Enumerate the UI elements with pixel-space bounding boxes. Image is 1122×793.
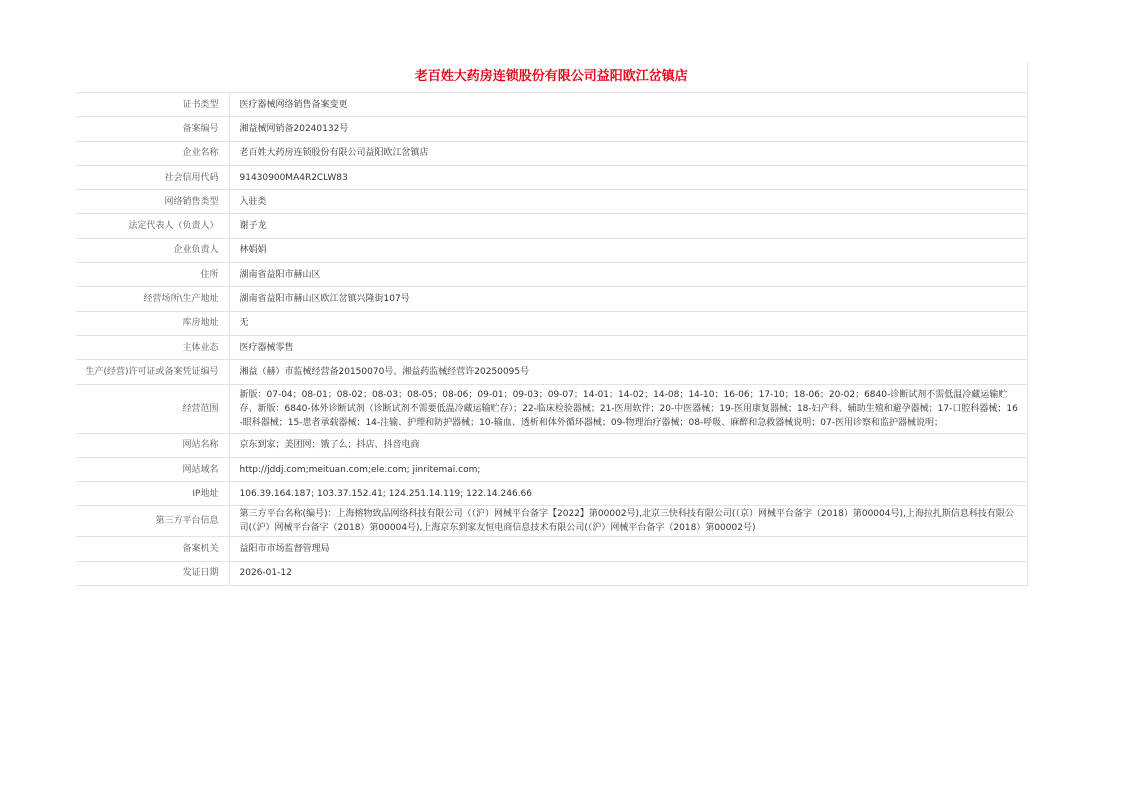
row-value: 91430900MA4R2CLW83 — [229, 165, 1027, 189]
table-row-license-number — [76, 360, 1027, 384]
table-row-business-scope — [76, 384, 1027, 433]
row-value: 入驻类 — [229, 190, 1027, 214]
row-label: 生产(经营)许可证或备案凭证编号 — [76, 360, 229, 384]
row-label: 发证日期 — [76, 561, 229, 585]
record-table — [76, 62, 1028, 586]
row-value: 益阳市市场监督管理局 — [229, 537, 1027, 561]
row-label: 社会信用代码 — [76, 165, 229, 189]
row-label: 证书类型 — [76, 93, 229, 117]
row-label: 网络销售类型 — [76, 190, 229, 214]
table-row-business-format — [76, 335, 1027, 359]
row-value: 医疗器械零售 — [229, 335, 1027, 359]
row-value: 湖南省益阳市赫山区欧江岔镇兴隆街107号 — [229, 287, 1027, 311]
table-row-company-name — [76, 141, 1027, 165]
row-value: 医疗器械网络销售备案变更 — [229, 93, 1027, 117]
table-row-business-address — [76, 287, 1027, 311]
row-label: 网站域名 — [76, 457, 229, 481]
table-row-credit-code — [76, 165, 1027, 189]
row-value: http://jddj.com;meituan.com;ele.com; jinritemai.com; — [229, 457, 1027, 481]
table-row-third-party-platform — [76, 506, 1027, 537]
row-value: 湖南省益阳市赫山区 — [229, 263, 1027, 287]
row-value: 106.39.164.187; 103.37.152.41; 124.251.14.119; 122.14.246.66 — [229, 482, 1027, 506]
row-value: 谢子龙 — [229, 214, 1027, 238]
row-value: 京东到家；美团网；饿了么；抖店、抖音电商 — [229, 433, 1027, 457]
row-value: 第三方平台名称(编号)：上海榕物致品网络科技有限公司（（沪）网械平台备字【2022】第00002号),北京三快科技有限公司(（京）网械平台备字（2018）第00004号),上海拉扎斯信息科技有限公司(（沪）网械平台备字（2018）第00004号),上海京东到家友恒电商信息技术有限公司(（沪）网械平台备字（2018）第00002号) — [229, 506, 1027, 537]
table-row-company-principal — [76, 238, 1027, 262]
row-value: 湘益械网销备20240132号 — [229, 117, 1027, 141]
row-label: 法定代表人（负责人） — [76, 214, 229, 238]
row-value: 2026-01-12 — [229, 561, 1027, 585]
row-label: 第三方平台信息 — [76, 506, 229, 537]
table-row-website-domain — [76, 457, 1027, 481]
row-label: 主体业态 — [76, 335, 229, 359]
row-value: 湘益（赫）市监械经营备20150070号、湘益药监械经营许20250095号 — [229, 360, 1027, 384]
row-label: 企业负责人 — [76, 238, 229, 262]
row-value: 无 — [229, 311, 1027, 335]
table-row-warehouse-address — [76, 311, 1027, 335]
page-title: 老百姓大药房连锁股份有限公司益阳欧江岔镇店 — [76, 62, 1027, 93]
row-label: 经营场所\生产地址 — [76, 287, 229, 311]
table-row-website-name — [76, 433, 1027, 457]
table-row-issue-date — [76, 561, 1027, 585]
row-label: 企业名称 — [76, 141, 229, 165]
table-row-residence — [76, 263, 1027, 287]
row-label: 网站名称 — [76, 433, 229, 457]
row-label: 库房地址 — [76, 311, 229, 335]
row-label: 经营范围 — [76, 384, 229, 433]
table-row-certificate-type — [76, 93, 1027, 117]
row-label: 住所 — [76, 263, 229, 287]
row-label: IP地址 — [76, 482, 229, 506]
record-sheet — [76, 62, 1027, 586]
row-label: 备案编号 — [76, 117, 229, 141]
title-row — [76, 62, 1027, 93]
row-value: 老百姓大药房连锁股份有限公司益阳欧江岔镇店 — [229, 141, 1027, 165]
row-value: 林娟娟 — [229, 238, 1027, 262]
row-value: 新版：07-04；08-01；08-02；08-03；08-05；08-06；09-01；09-03；09-07；14-01；14-02；14-08；14-10；16-06；17-10；18-06；20-02；6840-诊断试剂不需低温冷藏运输贮存、新版：6840-体外诊断试剂（诊断试剂不需要低温冷藏运输贮存）；22-临床检验器械；21-医用软件；20-中医器械；19-医用康复器械；18-妇产科、辅助生殖和避孕器械；17-口腔科器械；16-眼科器械；15-患者承载器械；14-注输、护理和防护器械；10-输血、透析和体外循环器械；09-物理治疗器械；08-呼吸、麻醉和急救器械说明；07-医用诊察和监护器械说明； — [229, 384, 1027, 433]
row-label: 备案机关 — [76, 537, 229, 561]
table-row-filing-authority — [76, 537, 1027, 561]
table-row-ip-address — [76, 482, 1027, 506]
table-row-record-number — [76, 117, 1027, 141]
table-row-legal-representative — [76, 214, 1027, 238]
table-row-sales-type — [76, 190, 1027, 214]
